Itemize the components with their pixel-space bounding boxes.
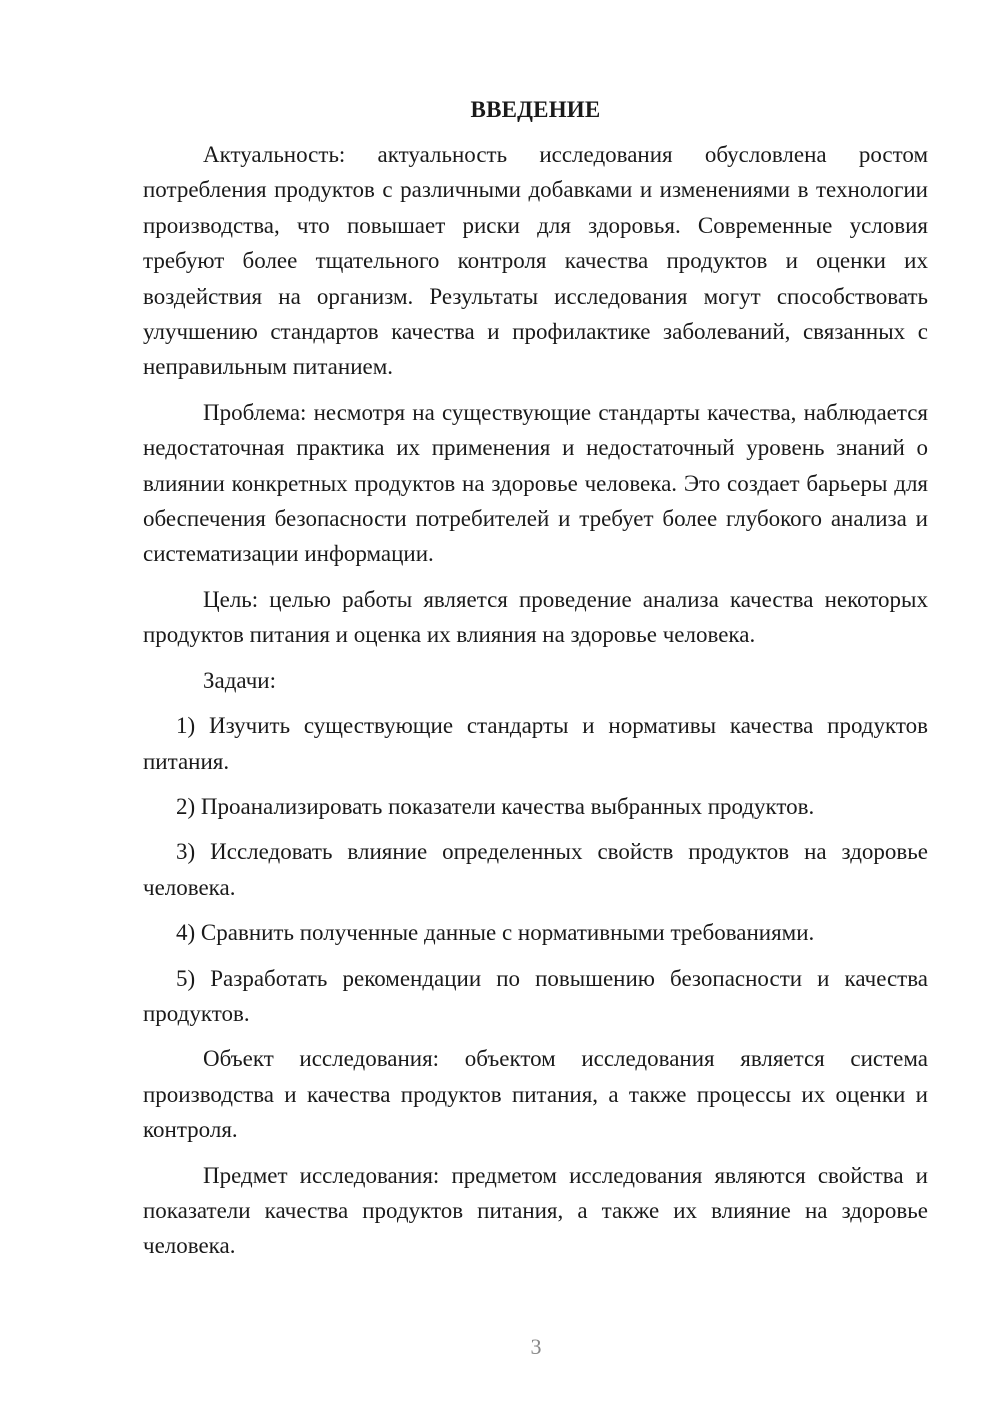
page-content	[143, 92, 928, 1264]
task-item: 2) Проанализировать показатели качества выбранных продуктов.	[176, 793, 815, 819]
paragraph-goal: Цель: целью работы является проведение анализа качества некоторых продуктов питания и оценка их влияния на здоровье человека.	[143, 586, 928, 648]
task-item: 1) Изучить существующие стандарты и нормативы качества продуктов питания.	[143, 713, 928, 774]
paragraph-subject: Предмет исследования: предметом исследования являются свойства и показатели качества продуктов питания, а также их влияние на здоровье человека.	[143, 1162, 928, 1259]
section-heading: ВВЕДЕНИЕ	[470, 97, 601, 122]
task-item: 4) Сравнить полученные данные с нормативными требованиями.	[176, 920, 815, 946]
paragraph-object: Объект исследования: объектом исследования является система производства и качества продуктов питания, а также процессы их оценки и контроля.	[143, 1046, 928, 1143]
paragraph-tasks-label: Задачи:	[203, 667, 276, 693]
paragraph-problem: Проблема: несмотря на существующие стандарты качества, наблюдается недостаточная практика их применения и недостаточный уровень знаний о влиянии конкретных продуктов на здоровье человека. Это создает барьеры для обеспечения безопасности потребителей и требует более глубокого анализа и систематизации информации.	[143, 399, 928, 567]
page-number: 3	[530, 1334, 542, 1359]
task-item: 3) Исследовать влияние определенных свойств продуктов на здоровье человека.	[143, 839, 928, 900]
task-item: 5) Разработать рекомендации по повышению безопасности и качества продуктов.	[143, 965, 928, 1026]
paragraph-relevance: Актуальность: актуальность исследования обусловлена ростом потребления продуктов с различными добавками и изменениями в технологии производства, что повышает риски для здоровья. Современные условия требуют более тщательного контроля качества продуктов и оценки их воздействия на организм. Результаты исследования могут способствовать улучшению стандартов качества и профилактике заболеваний, связанных с неправильным питанием.	[143, 142, 928, 380]
